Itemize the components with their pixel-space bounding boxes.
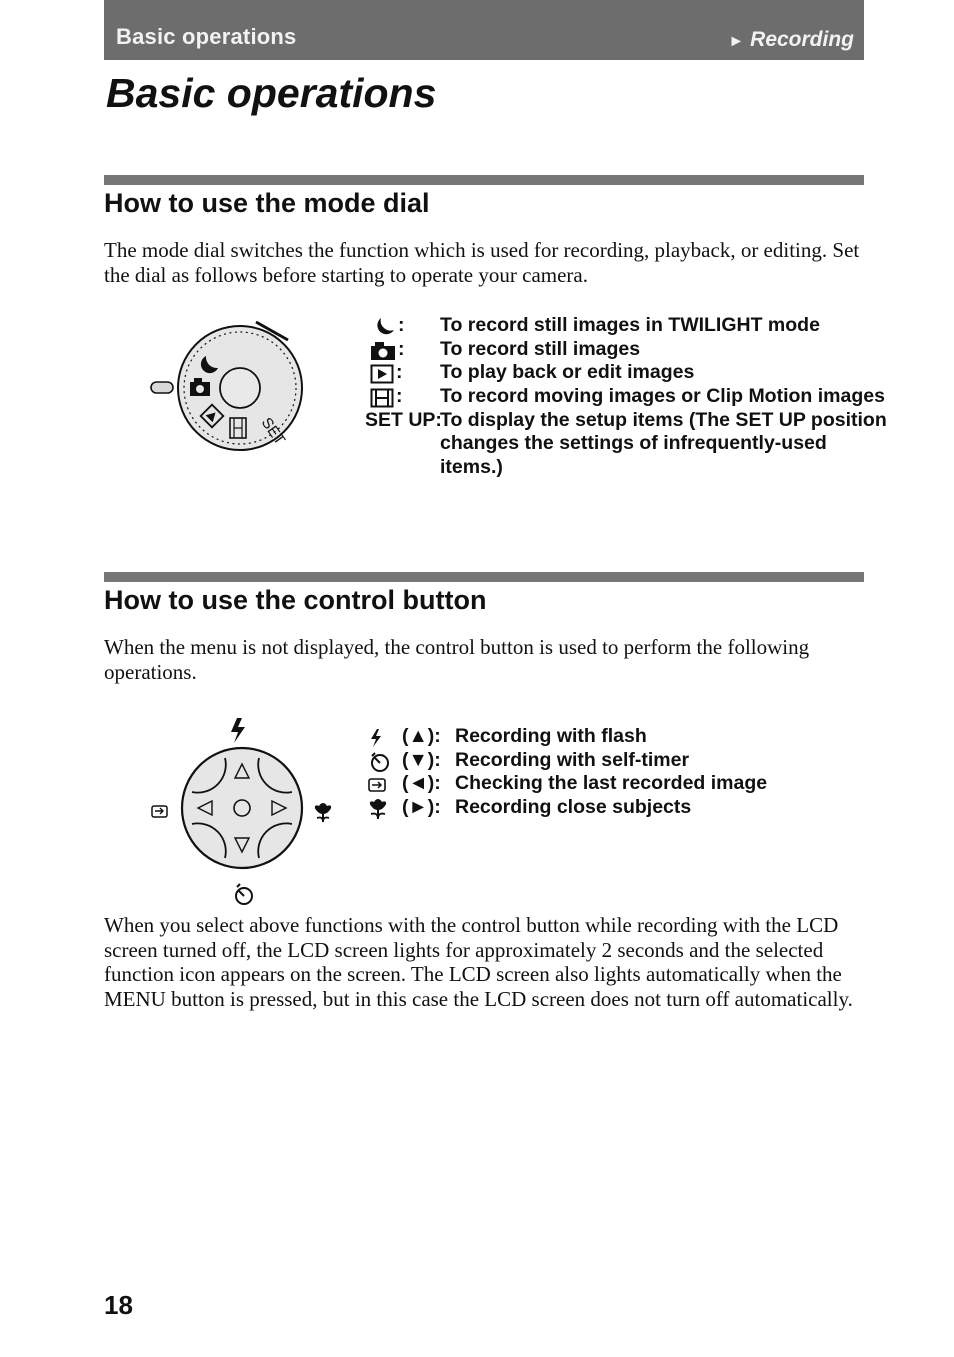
direction-label: (▲): <box>402 725 441 747</box>
control-self-timer-icon <box>236 884 252 904</box>
play-icon <box>370 364 394 384</box>
flash-icon <box>369 728 383 748</box>
header-chapter <box>728 28 854 52</box>
item-text: To record moving images or Clip Motion images <box>440 385 885 408</box>
list-item <box>365 432 865 456</box>
moon-icon <box>373 317 395 337</box>
item-text: Recording with flash <box>455 725 647 747</box>
macro-icon <box>368 799 388 821</box>
mode-dial-list <box>365 314 887 480</box>
heading-mode-dial: How to use the mode dial <box>104 188 430 218</box>
item-text: To play back or edit images <box>440 361 695 384</box>
section-rule-mode-dial <box>104 175 864 185</box>
list-item <box>365 385 885 409</box>
setup-label: SET UP: <box>365 408 442 431</box>
item-text: Recording with self-timer <box>455 748 690 771</box>
list-item <box>365 338 865 362</box>
list-item <box>365 749 865 773</box>
mode-dial-intro: The mode dial switches the function which is used for recording, playback, or editing. Set the dial as follows before starting to operate your camera. <box>104 238 860 287</box>
header-chapter-label: Recording <box>750 28 854 51</box>
item-text: To display the setup items (The SET UP position <box>440 408 887 431</box>
page-number: 18 <box>104 1290 133 1320</box>
direction-label: (►): <box>402 796 441 819</box>
list-item <box>365 725 865 749</box>
dial-indicator <box>151 382 173 393</box>
item-text: To record still images in TWILIGHT mode <box>440 314 820 336</box>
section-rule-control-button <box>104 572 864 582</box>
item-text: changes the settings of infrequently-used <box>440 432 827 455</box>
list-item <box>365 796 865 820</box>
item-separator: : <box>396 361 403 384</box>
control-button-illustration <box>145 712 345 912</box>
direction-label: (◄): <box>402 772 441 795</box>
quick-review-icon <box>367 775 387 795</box>
control-macro-icon <box>315 803 331 822</box>
list-item <box>365 456 865 480</box>
control-button-list <box>365 725 865 820</box>
control-flash-icon <box>231 718 245 743</box>
list-item <box>365 772 865 796</box>
self-timer-icon <box>369 752 391 772</box>
dial-set-label: SET <box>257 414 289 449</box>
control-button-intro: When the menu is not displayed, the control button is used to perform the following operations. <box>104 635 810 684</box>
heading-control-button: How to use the control button <box>104 585 487 615</box>
list-item <box>365 361 865 385</box>
item-text: Recording close subjects <box>455 796 692 819</box>
item-text: items.) <box>440 456 503 479</box>
direction-label: (▼): <box>402 748 441 771</box>
page-title: Basic operations <box>106 70 437 116</box>
item-text: To record still images <box>440 337 641 360</box>
page-header <box>104 0 864 60</box>
list-item <box>365 314 865 338</box>
control-quick-review-icon <box>152 806 167 817</box>
control-button-outro: When you select above functions with the control button while recording with the LCD screen turned off, the LCD screen lights for approximately 2 seconds and the selected function icon appears on the screen. The LCD screen also lights automatically when the MENU button is pressed, but in this case the LCD screen does not turn off automatically. <box>104 913 853 1011</box>
item-separator: : <box>396 385 403 408</box>
item-text: Checking the last recorded image <box>455 772 768 795</box>
mode-dial-illustration <box>148 318 308 458</box>
film-icon <box>370 388 394 408</box>
header-arrow: ► <box>728 33 745 50</box>
header-section: Basic operations <box>116 24 297 49</box>
camera-icon <box>370 341 396 361</box>
item-separator: : <box>398 337 405 360</box>
item-separator: : <box>398 314 405 336</box>
list-item <box>365 408 887 433</box>
